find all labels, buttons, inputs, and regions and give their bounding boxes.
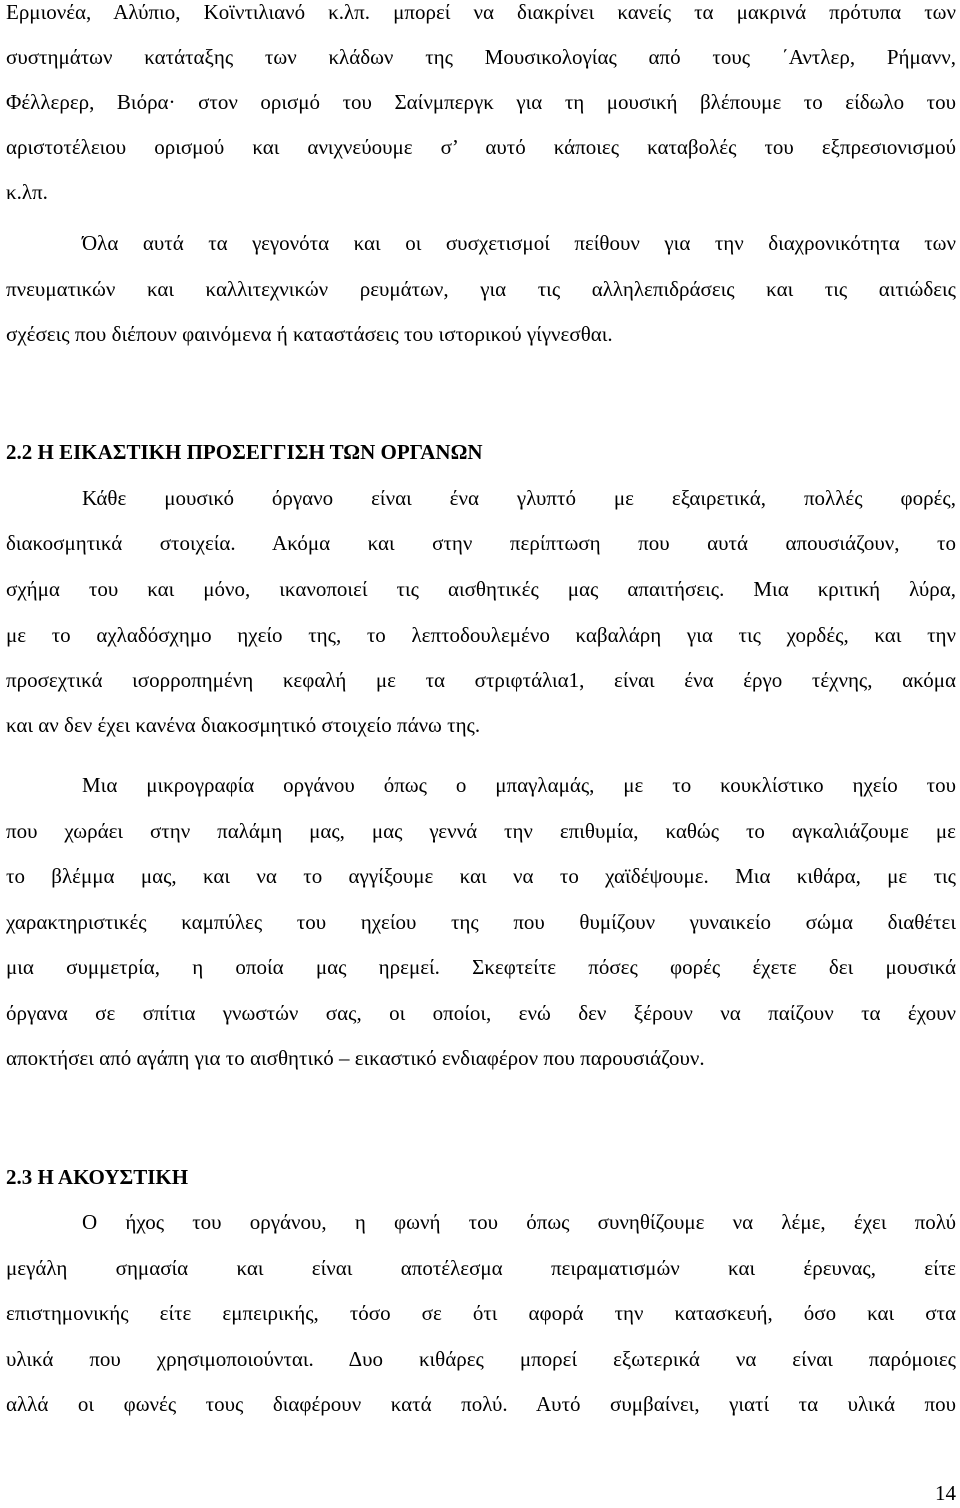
- text-line: κ.λπ.: [6, 180, 48, 204]
- text-line: μια συμμετρία, η οποία μας ηρεμεί. Σκεφτείτε πόσες φορές έχετε δει μουσικά: [6, 955, 956, 979]
- text-line: Κάθε μουσικό όργανο είναι ένα γλυπτό με εξαιρετικά, πολλές φορές,: [82, 486, 956, 510]
- text-line: όργανα σε σπίτια γνωστών σας, οι οποίοι, ενώ δεν ξέρουν να παίζουν τα έχουν: [6, 1001, 956, 1025]
- text-line: μεγάλη σημασία και είναι αποτέλεσμα πειραματισμών και έρευνας, είτε: [6, 1256, 956, 1280]
- text-line: Μια μικρογραφία οργάνου όπως ο μπαγλαμάς, με το κουκλίστικο ηχείο του: [82, 773, 956, 797]
- text-line: υλικά που χρησιμοποιούνται. Δυο κιθάρες μπορεί εξωτερικά να είναι παρόμοιες: [6, 1347, 956, 1371]
- text-line: προσεχτικά ισορροπημένη κεφαλή με τα στριφτάλια1, είναι ένα έργο τέχνης, ακόμα: [6, 668, 956, 692]
- section-heading: 2.2 Η ΕΙΚΑΣΤΙΚΗ ΠΡΟΣΕΓΓΙΣΗ ΤΩΝ ΟΡΓΑΝΩΝ: [6, 440, 483, 464]
- text-line: Φέλλερερ, Βιόρα· στον ορισμό του Σαίνμπεργκ για τη μουσική βλέπουμε το είδωλο του: [6, 90, 956, 114]
- section-heading: 2.3 Η ΑΚΟΥΣΤΙΚΗ: [6, 1165, 189, 1189]
- text-line: πνευματικών και καλλιτεχνικών ρευμάτων, για τις αλληλεπιδράσεις και τις αιτιώδεις: [6, 277, 956, 301]
- text-line: διακοσμητικά στοιχεία. Ακόμα και στην περίπτωση που αυτά απουσιάζουν, το: [6, 531, 956, 555]
- text-line: αριστοτέλειου ορισμού και ανιχνεύουμε σ’ αυτό κάποιες καταβολές του εξπρεσιονισμού: [6, 135, 956, 159]
- text-line: που χωράει στην παλάμη μας, μας γεννά την επιθυμία, καθώς το αγκαλιάζουμε με: [6, 819, 956, 843]
- text-line: αλλά οι φωνές τους διαφέρουν κατά πολύ. Αυτό συμβαίνει, γιατί τα υλικά που: [6, 1392, 956, 1416]
- text-line: χαρακτηριστικές καμπύλες του ηχείου της που θυμίζουν γυναικείο σώμα διαθέτει: [6, 910, 956, 934]
- page-number: 14: [935, 1481, 956, 1505]
- text-line: Όλα αυτά τα γεγονότα και οι συσχετισμοί πείθουν για την διαχρονικότητα των: [82, 231, 956, 255]
- text-line: με το αχλαδόσχημο ηχείο της, το λεπτοδουλεμένο καβαλάρη για τις χορδές, και την: [6, 623, 956, 647]
- text-line: Ο ήχος του οργάνου, η φωνή του όπως συνηθίζουμε να λέμε, έχει πολύ: [82, 1210, 956, 1234]
- text-line: συστημάτων κατάταξης των κλάδων της Μουσικολογίας από τους ΄Αντλερ, Ρήμανν,: [6, 45, 956, 69]
- text-line: επιστημονικής είτε εμπειρικής, τόσο σε ότι αφορά την κατασκευή, όσο και στα: [6, 1301, 956, 1325]
- text-line: το βλέμμα μας, και να το αγγίξουμε και να το χαϊδέψουμε. Μια κιθάρα, με τις: [6, 864, 956, 888]
- text-line: Ερμιονέα, Αλύπιο, Κοϊντιλιανό κ.λπ. μπορεί να διακρίνει κανείς τα μακρινά πρότυπα των: [6, 0, 956, 24]
- text-line: και αν δεν έχει κανένα διακοσμητικό στοιχείο πάνω της.: [6, 713, 481, 737]
- text-line: σχέσεις που διέπουν φαινόμενα ή καταστάσεις του ιστορικού γίγνεσθαι.: [6, 322, 613, 346]
- text-line: αποκτήσει από αγάπη για το αισθητικό – εικαστικό ενδιαφέρον που παρουσιάζουν.: [6, 1046, 705, 1070]
- text-line: σχήμα του και μόνο, ικανοποιεί τις αισθητικές μας απαιτήσεις. Μια κριτική λύρα,: [6, 577, 956, 601]
